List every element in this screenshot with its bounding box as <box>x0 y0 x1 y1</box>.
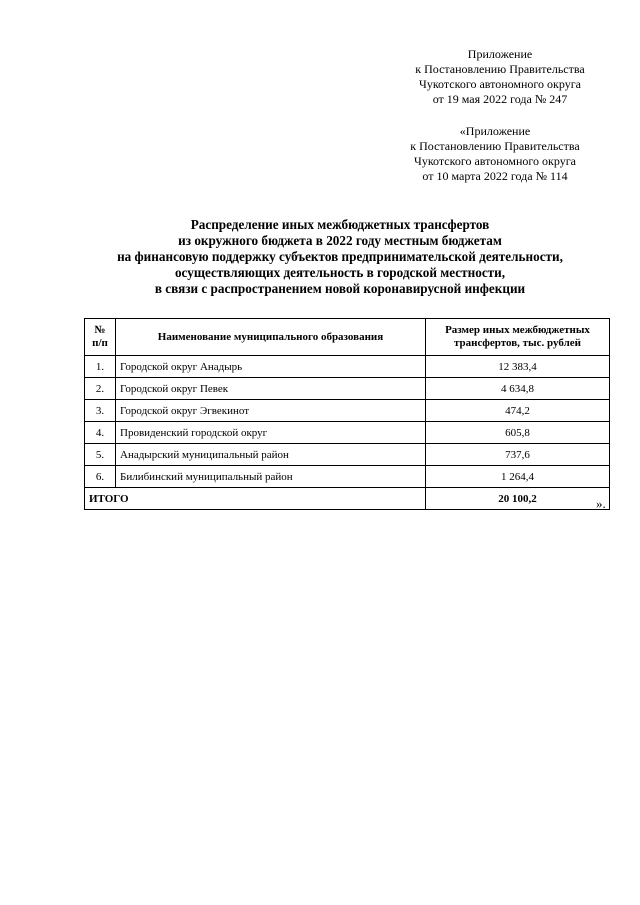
title-line: из окружного бюджета в 2022 году местным бюджетам <box>178 233 502 248</box>
row-number: 2. <box>85 378 116 400</box>
appendix-note-original <box>375 124 615 184</box>
appendix-line: «Приложение <box>459 124 531 138</box>
title-line: Распределение иных межбюджетных трансфертов <box>190 217 490 232</box>
table-total-row <box>85 488 610 510</box>
header-number-line1: № <box>94 324 106 336</box>
row-number: 5. <box>85 444 116 466</box>
title-line: на финансовую поддержку субъектов предпринимательской деятельности, <box>117 249 563 264</box>
row-amount: 12 383,4 <box>426 356 610 378</box>
appendix-note-current <box>380 47 620 107</box>
distribution-table <box>84 318 610 510</box>
table-row <box>85 422 610 444</box>
closing-quote-mark: ». <box>596 496 606 511</box>
table-row <box>85 378 610 400</box>
appendix-line: от 10 марта 2022 года № 114 <box>422 169 568 183</box>
appendix-line: к Постановлению Правительства <box>410 139 580 153</box>
table-header-row <box>85 319 610 356</box>
header-municipality: Наименование муниципального образования <box>116 319 426 356</box>
row-amount: 737,6 <box>426 444 610 466</box>
row-number: 1. <box>85 356 116 378</box>
appendix-line: от 19 мая 2022 года № 247 <box>432 92 568 106</box>
header-amount-line1: Размер иных межбюджетных <box>445 324 590 336</box>
table-row <box>85 466 610 488</box>
title-line: осуществляющих деятельность в городской местности, <box>174 265 506 280</box>
appendix-line: Приложение <box>467 47 533 61</box>
table-row <box>85 444 610 466</box>
document-title <box>60 217 620 297</box>
total-label: ИТОГО <box>85 488 426 510</box>
table-row <box>85 400 610 422</box>
row-number: 6. <box>85 466 116 488</box>
row-number: 3. <box>85 400 116 422</box>
row-amount: 4 634,8 <box>426 378 610 400</box>
appendix-line: к Постановлению Правительства <box>415 62 585 76</box>
row-amount: 605,8 <box>426 422 610 444</box>
appendix-line: Чукотского автономного округа <box>414 154 576 168</box>
header-amount <box>426 319 610 356</box>
table-row <box>85 356 610 378</box>
row-amount: 1 264,4 <box>426 466 610 488</box>
row-municipality: Городской округ Певек <box>116 378 426 400</box>
header-number-line2: п/п <box>92 337 108 349</box>
row-municipality: Городской округ Эгвекинот <box>116 400 426 422</box>
total-amount: 20 100,2 <box>426 488 610 510</box>
row-municipality: Провиденский городской округ <box>116 422 426 444</box>
row-number: 4. <box>85 422 116 444</box>
title-line: в связи с распространением новой коронавирусной инфекции <box>154 281 526 296</box>
row-municipality: Городской округ Анадырь <box>116 356 426 378</box>
row-municipality: Билибинский муниципальный район <box>116 466 426 488</box>
header-amount-line2: трансфертов, тыс. рублей <box>454 337 581 349</box>
row-amount: 474,2 <box>426 400 610 422</box>
appendix-line: Чукотского автономного округа <box>419 77 581 91</box>
header-number <box>85 319 116 356</box>
row-municipality: Анадырский муниципальный район <box>116 444 426 466</box>
